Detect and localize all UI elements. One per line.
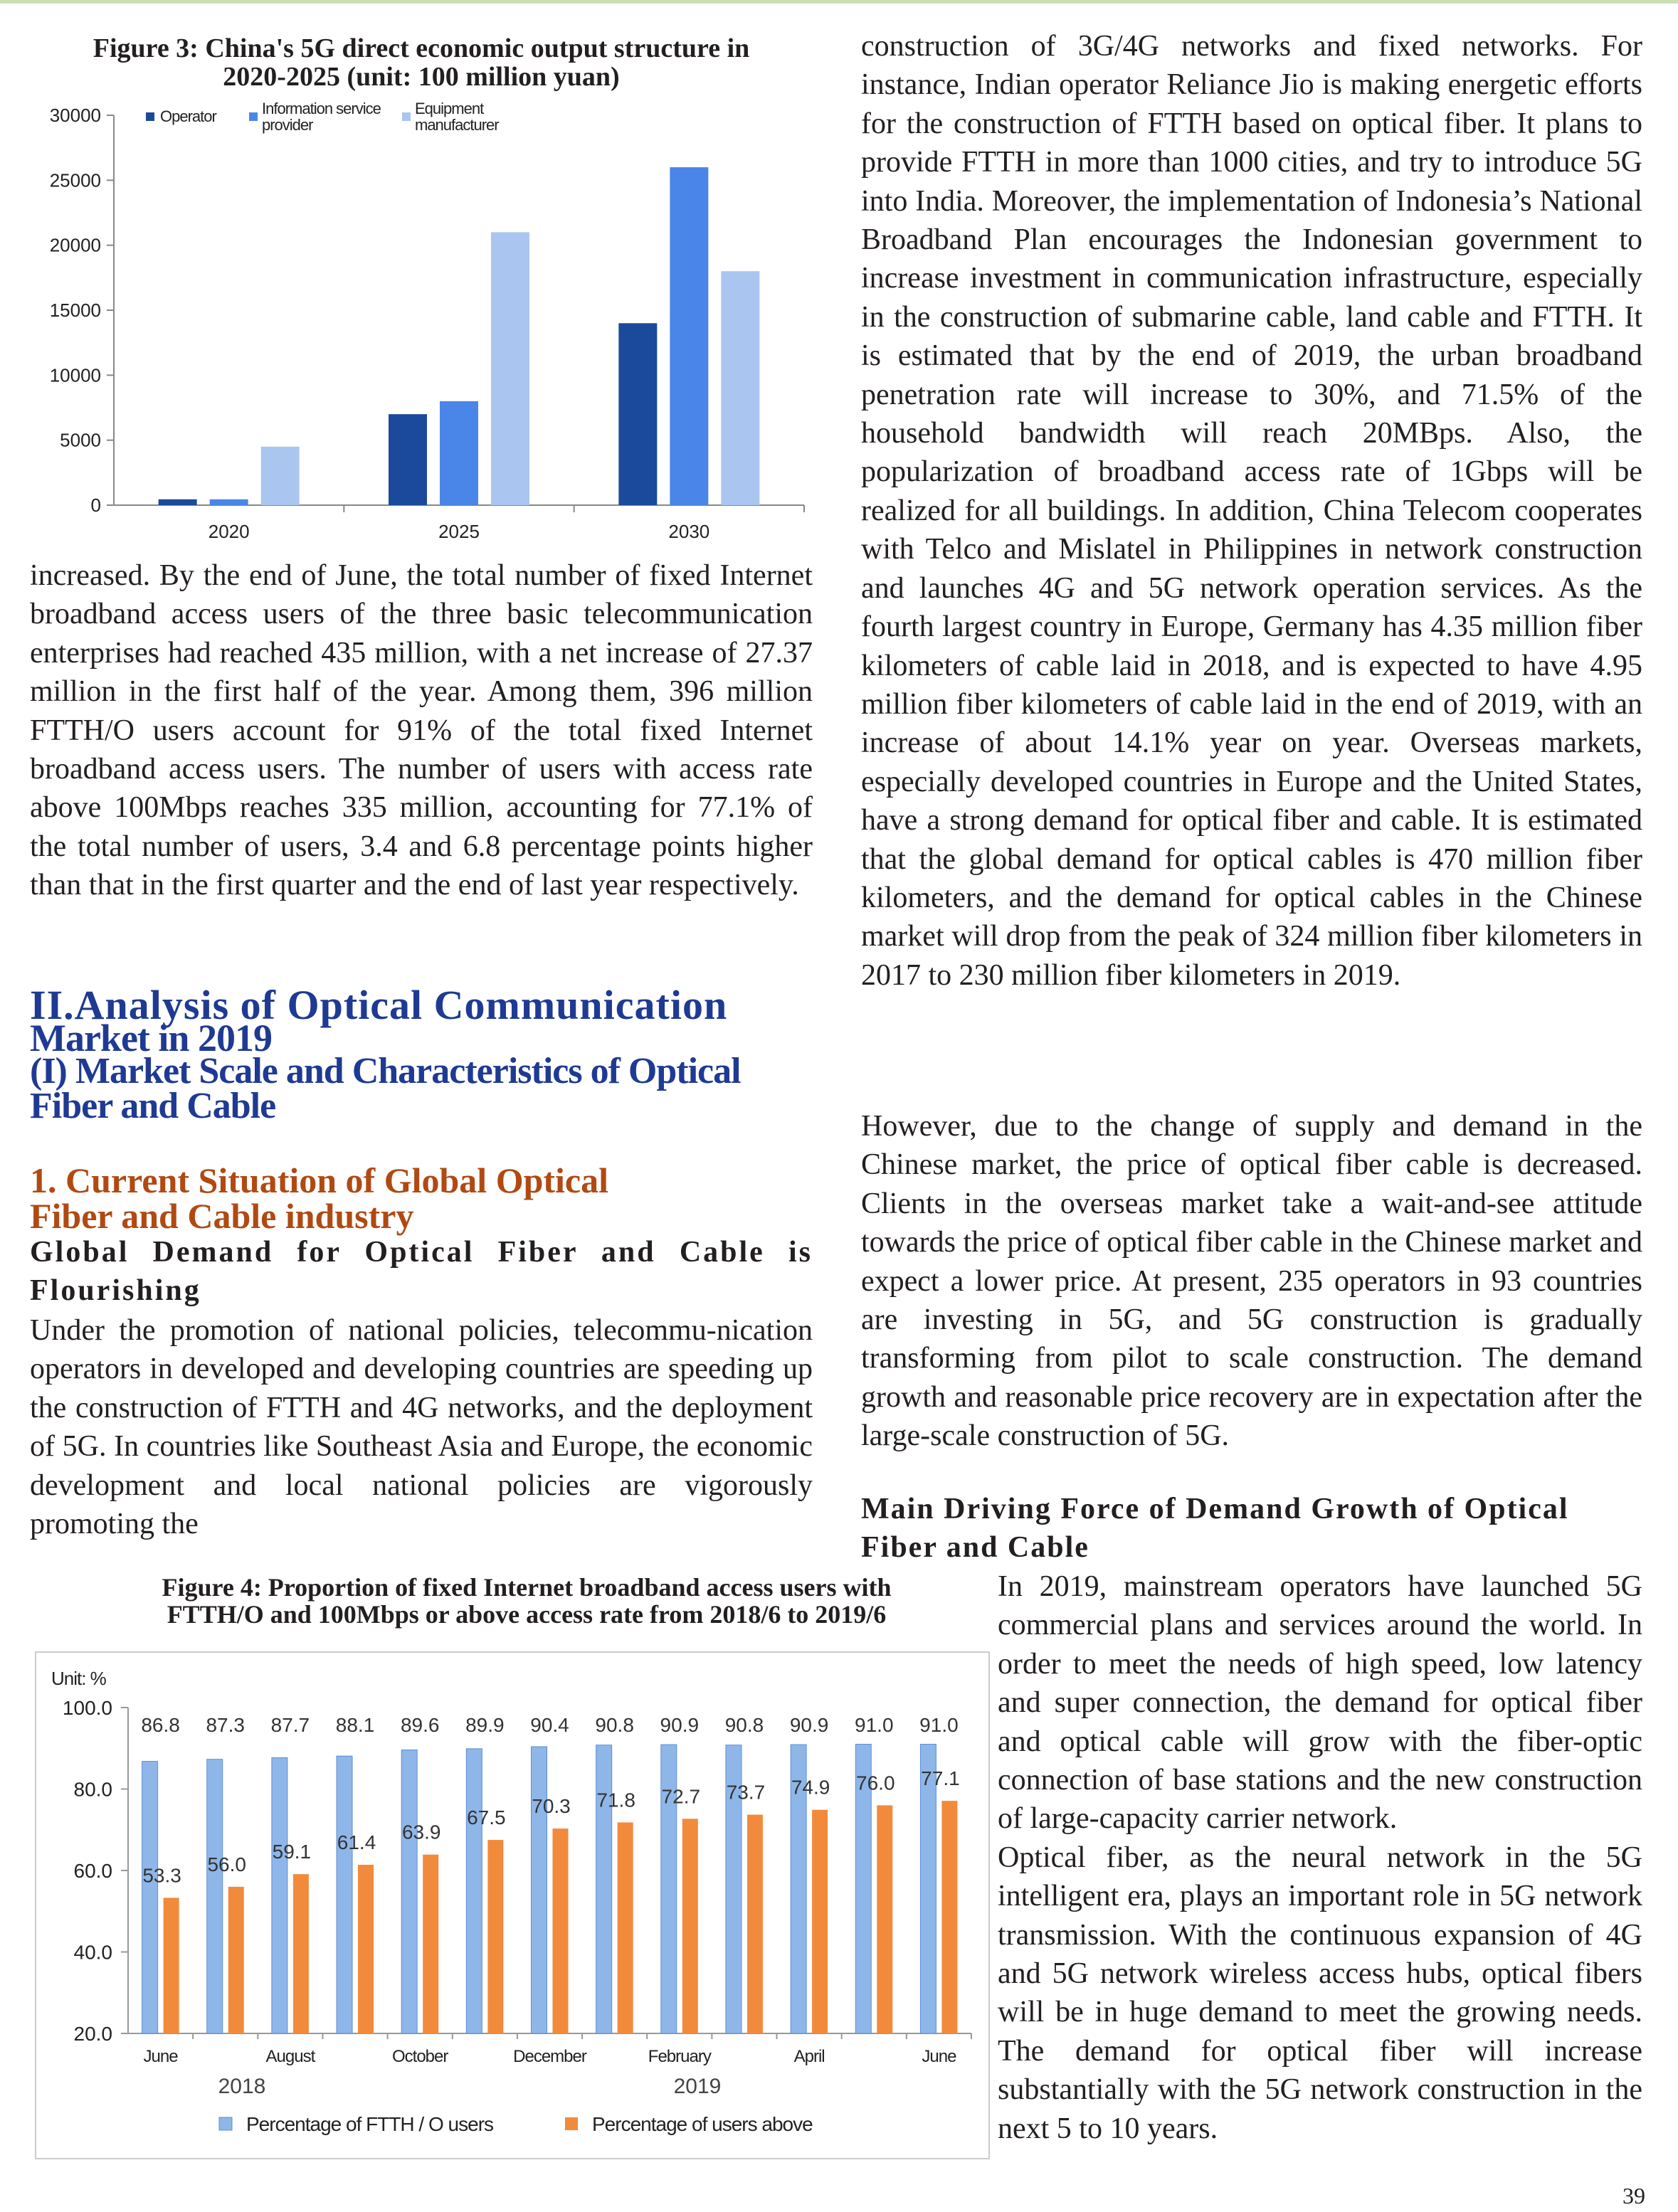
right-paragraph-2: However, due to the change of supply and demand in the Chinese market, the price of optical fiber cable is decreased. Clients in the overseas market take a wait-and-see attitude towards the price of optical fiber cable in the Chinese market and expect a lower price. At present, 235 operators in 93 countries are investing in 5G, and 5G construction is gradually transforming from pilot to scale construction. The demand growth and reasonable price recovery are in expectation after the large-scale construction of 5G.: [861, 1110, 1642, 1453]
y-tick-label: 25000: [49, 169, 101, 191]
bar-operator: [159, 499, 197, 505]
data-label-ftth: 90.4: [530, 1714, 569, 1736]
bar-100mbps: [877, 1805, 892, 2033]
figure-3-title-line1: Figure 3: China's 5G direct economic output structure in: [93, 33, 750, 63]
legend-swatch: [402, 112, 411, 121]
data-label-100mbps: 61.4: [337, 1831, 376, 1853]
data-label-ftth: 89.9: [465, 1714, 505, 1736]
data-label-ftth: 90.8: [724, 1714, 764, 1736]
y-tick-label: 10000: [49, 364, 101, 386]
heading-global: Global Demand for Optical Fiber and Cable is Flourishing: [30, 1236, 813, 1307]
legend-label: Operator: [160, 107, 216, 125]
bar-100mbps: [487, 1840, 503, 2033]
bar-equipment-manufacturer: [491, 232, 529, 505]
heading-1-block: [30, 1160, 813, 1236]
bar-information-service-provider: [440, 401, 478, 505]
bar-100mbps: [553, 1829, 569, 2033]
bar-equipment-manufacturer: [721, 271, 759, 505]
bar-ftth: [337, 1756, 352, 2033]
y-tick-label: 30000: [49, 105, 101, 126]
legend-swatch: [565, 2117, 578, 2130]
y-tick-label: 40.0: [73, 1941, 112, 1964]
x-tick-label: February: [648, 2047, 711, 2066]
heading-driving-block: [861, 1490, 1642, 1567]
bar-100mbps: [293, 1874, 309, 2033]
bar-equipment-manufacturer: [261, 447, 300, 505]
x-tick-label: August: [265, 2047, 315, 2066]
legend-swatch: [249, 112, 258, 121]
year-label: 2019: [673, 2075, 722, 2098]
section-heading-line1: II.Analysis of Optical Communication: [30, 982, 728, 1028]
data-label-100mbps: 76.0: [856, 1772, 895, 1794]
x-tick-label: 2025: [438, 521, 480, 542]
legend-label: Percentage of FTTH / O users: [246, 2113, 494, 2135]
y-tick-label: 0: [90, 494, 101, 516]
bar-100mbps: [941, 1801, 957, 2033]
data-label-100mbps: 70.3: [532, 1795, 571, 1818]
data-label-ftth: 88.1: [335, 1714, 375, 1736]
y-tick-label: 20.0: [73, 2023, 112, 2045]
bar-ftth: [207, 1759, 223, 2033]
right-paragraph-4: Optical fiber, as the neural network in the 5G intelligent era, plays an important role in 5G network transmission. With the continuous expansion of 4G and 5G network wireless access hubs, optical fibers will be in huge demand to meet the growing needs. The demand for optical fiber will increase substantially with the 5G network construction in the next 5 to 10 years.: [998, 1841, 1642, 2145]
bar-operator: [618, 323, 657, 505]
unit-label: Unit: %: [51, 1668, 106, 1689]
x-tick-label: June: [143, 2047, 178, 2066]
y-tick-label: 60.0: [73, 1860, 112, 1882]
right-paragraph-3-block: [998, 1567, 1642, 2148]
figure-3-title-line2: 2020-2025 (unit: 100 million yuan): [223, 62, 620, 92]
figure-4-chart: [28, 1651, 996, 2163]
subsection-heading-line1: (I) Market Scale and Characteristics of Optical: [30, 1051, 741, 1091]
year-label: 2018: [218, 2075, 266, 2098]
bar-100mbps: [358, 1865, 374, 2033]
section-heading-line2: Market in 2019: [30, 1017, 272, 1059]
y-tick-label: 100.0: [62, 1697, 112, 1719]
data-label-ftth: 87.7: [270, 1714, 310, 1736]
x-tick-label: April: [793, 2047, 825, 2066]
data-label-100mbps: 53.3: [142, 1864, 181, 1887]
bar-ftth: [532, 1747, 547, 2033]
legend-label: Percentage of users above: [592, 2113, 813, 2135]
subsection-heading-line2: Fiber and Cable: [30, 1086, 276, 1126]
bar-information-service-provider: [210, 499, 248, 505]
right-paragraph-3: In 2019, mainstream operators have launched 5G commercial plans and services around the world. In order to meet the needs of high speed, low latency and super connection, the demand for optical fiber and optical cable will grow with the fiber-optic connection of base stations and the new construction of large-capacity carrier network.: [998, 1570, 1642, 1836]
legend-swatch: [146, 112, 154, 121]
data-label-100mbps: 72.7: [661, 1785, 701, 1808]
data-label-ftth: 87.3: [206, 1714, 245, 1736]
data-label-ftth: 90.9: [789, 1714, 829, 1736]
heading-global-block: [30, 1233, 813, 1310]
figure-4-title: [128, 1574, 925, 1628]
top-rule: [0, 0, 1678, 4]
x-tick-label: December: [513, 2047, 586, 2066]
figure-3-title: [30, 34, 813, 91]
bar-100mbps: [682, 1819, 698, 2033]
figure-3-chart: [14, 100, 818, 555]
x-tick-label: June: [922, 2047, 956, 2066]
left-paragraph-1: increased. By the end of June, the total number of fixed Internet broadband access users of the three basic telecommunication enterprises had reached 435 million, with a net increase of 27.37 million in the first half of the year. Among them, 396 million FTTH/O users account for 91% of the total fixed Internet broadband access users. The number of users with access rate above 100Mbps reaches 335 million, accounting for 77.1% of the total number of users, 3.4 and 6.8 percentage points higher than that in the first quarter and the end of last year respectively.: [30, 559, 813, 902]
y-tick-label: 5000: [60, 429, 101, 451]
legend-label: provider: [262, 116, 313, 134]
heading-driving: Main Driving Force of Demand Growth of Optical Fiber and Cable: [861, 1493, 1569, 1564]
data-label-100mbps: 73.7: [726, 1781, 766, 1804]
bar-ftth: [272, 1757, 287, 2033]
data-label-100mbps: 59.1: [272, 1841, 312, 1863]
data-label-100mbps: 63.9: [401, 1821, 441, 1843]
right-paragraph-1-block: [861, 27, 1642, 995]
bar-100mbps: [164, 1898, 179, 2033]
left-paragraph-2-block: [30, 1311, 813, 1543]
data-label-100mbps: 77.1: [921, 1767, 960, 1790]
left-paragraph-1-block: [30, 556, 813, 905]
bar-100mbps: [228, 1887, 244, 2033]
heading-1-line1: 1. Current Situation of Global Optical: [30, 1160, 609, 1200]
x-tick-label: 2030: [668, 521, 710, 542]
bar-operator: [389, 414, 427, 505]
page-number: 39: [1622, 2183, 1645, 2208]
y-tick-label: 80.0: [73, 1778, 112, 1801]
legend-label: manufacturer: [415, 116, 499, 134]
right-paragraph-1: construction of 3G/4G networks and fixed networks. For instance, Indian operator Reliance Jio is making energetic efforts for the construction of FTTH based on optical fiber. It plans to provide FTTH in more than 1000 cities, and try to introduce 5G into India. Moreover, the implementation of Indonesia’s National Broadband Plan encourages the Indonesian government to increase investment in communication infrastructure, especially in the construction of submarine cable, land cable and FTTH. It is estimated that by the end of 2019, the urban broadband penetration rate will increase to 30%, and 71.5% of the household bandwidth will reach 20MBps. Also, the popularization of broadband access rate of 1Gbps will be realized for all buildings. In addition, China Telecom cooperates with Telco and Mislatel in Philippines in network construction and launches 4G and 5G network operation services. As the fourth largest country in Europe, Germany has 4.35 million fiber kilometers of cable laid in 2018, and is expected to have 4.95 million fiber kilometers of cable laid in the end of 2019, with an increase of about 14.1% year on year. Overseas markets, especially developed countries in Europe and the United States, have a strong demand for optical fiber and cable. It is estimated that the global demand for optical cables is 470 million fiber kilometers, and the demand for optical cables in the Chinese market will drop from the peak of 324 million fiber kilometers in 2017 to 230 million fiber kilometers in 2019.: [861, 30, 1642, 992]
bar-100mbps: [747, 1815, 763, 2033]
bar-100mbps: [618, 1822, 633, 2033]
x-tick-label: October: [392, 2047, 448, 2066]
legend-swatch: [219, 2117, 232, 2130]
data-label-ftth: 86.8: [141, 1714, 180, 1736]
data-label-ftth: 89.6: [400, 1714, 440, 1736]
x-tick-label: 2020: [208, 521, 250, 542]
figure-4-title-line1: Figure 4: Proportion of fixed Internet broadband access users with: [162, 1573, 892, 1602]
figure-4-title-line2: FTTH/O and 100Mbps or above access rate from 2018/6 to 2019/6: [167, 1600, 887, 1629]
data-label-ftth: 90.8: [595, 1714, 634, 1736]
bar-information-service-provider: [670, 167, 708, 505]
bar-100mbps: [423, 1855, 438, 2033]
bar-ftth: [142, 1762, 158, 2033]
y-tick-label: 20000: [49, 234, 101, 256]
left-paragraph-2: Under the promotion of national policies, telecommu-nication operators in developed and developing countries are speeding up the construction of FTTH and 4G networks, and the deployment of 5G. In countries like Southeast Asia and Europe, the economic development and local national policies are vigorously promoting the: [30, 1314, 813, 1541]
bar-ftth: [466, 1749, 482, 2033]
data-label-ftth: 91.0: [919, 1714, 959, 1736]
heading-1-line2: Fiber and Cable industry: [30, 1196, 414, 1236]
data-label-100mbps: 74.9: [791, 1776, 830, 1799]
data-label-ftth: 90.9: [660, 1714, 700, 1736]
bar-100mbps: [812, 1810, 828, 2033]
data-label-ftth: 91.0: [855, 1714, 894, 1736]
data-label-100mbps: 56.0: [207, 1853, 246, 1875]
legend-label: Information service: [262, 100, 381, 117]
section-heading-block: [30, 982, 813, 1126]
data-label-100mbps: 71.8: [596, 1789, 635, 1811]
y-tick-label: 15000: [49, 300, 101, 321]
bar-ftth: [401, 1750, 417, 2033]
data-label-100mbps: 67.5: [467, 1806, 506, 1829]
legend-label: Equipment: [415, 100, 484, 117]
right-paragraph-2-block: [861, 1107, 1642, 1456]
